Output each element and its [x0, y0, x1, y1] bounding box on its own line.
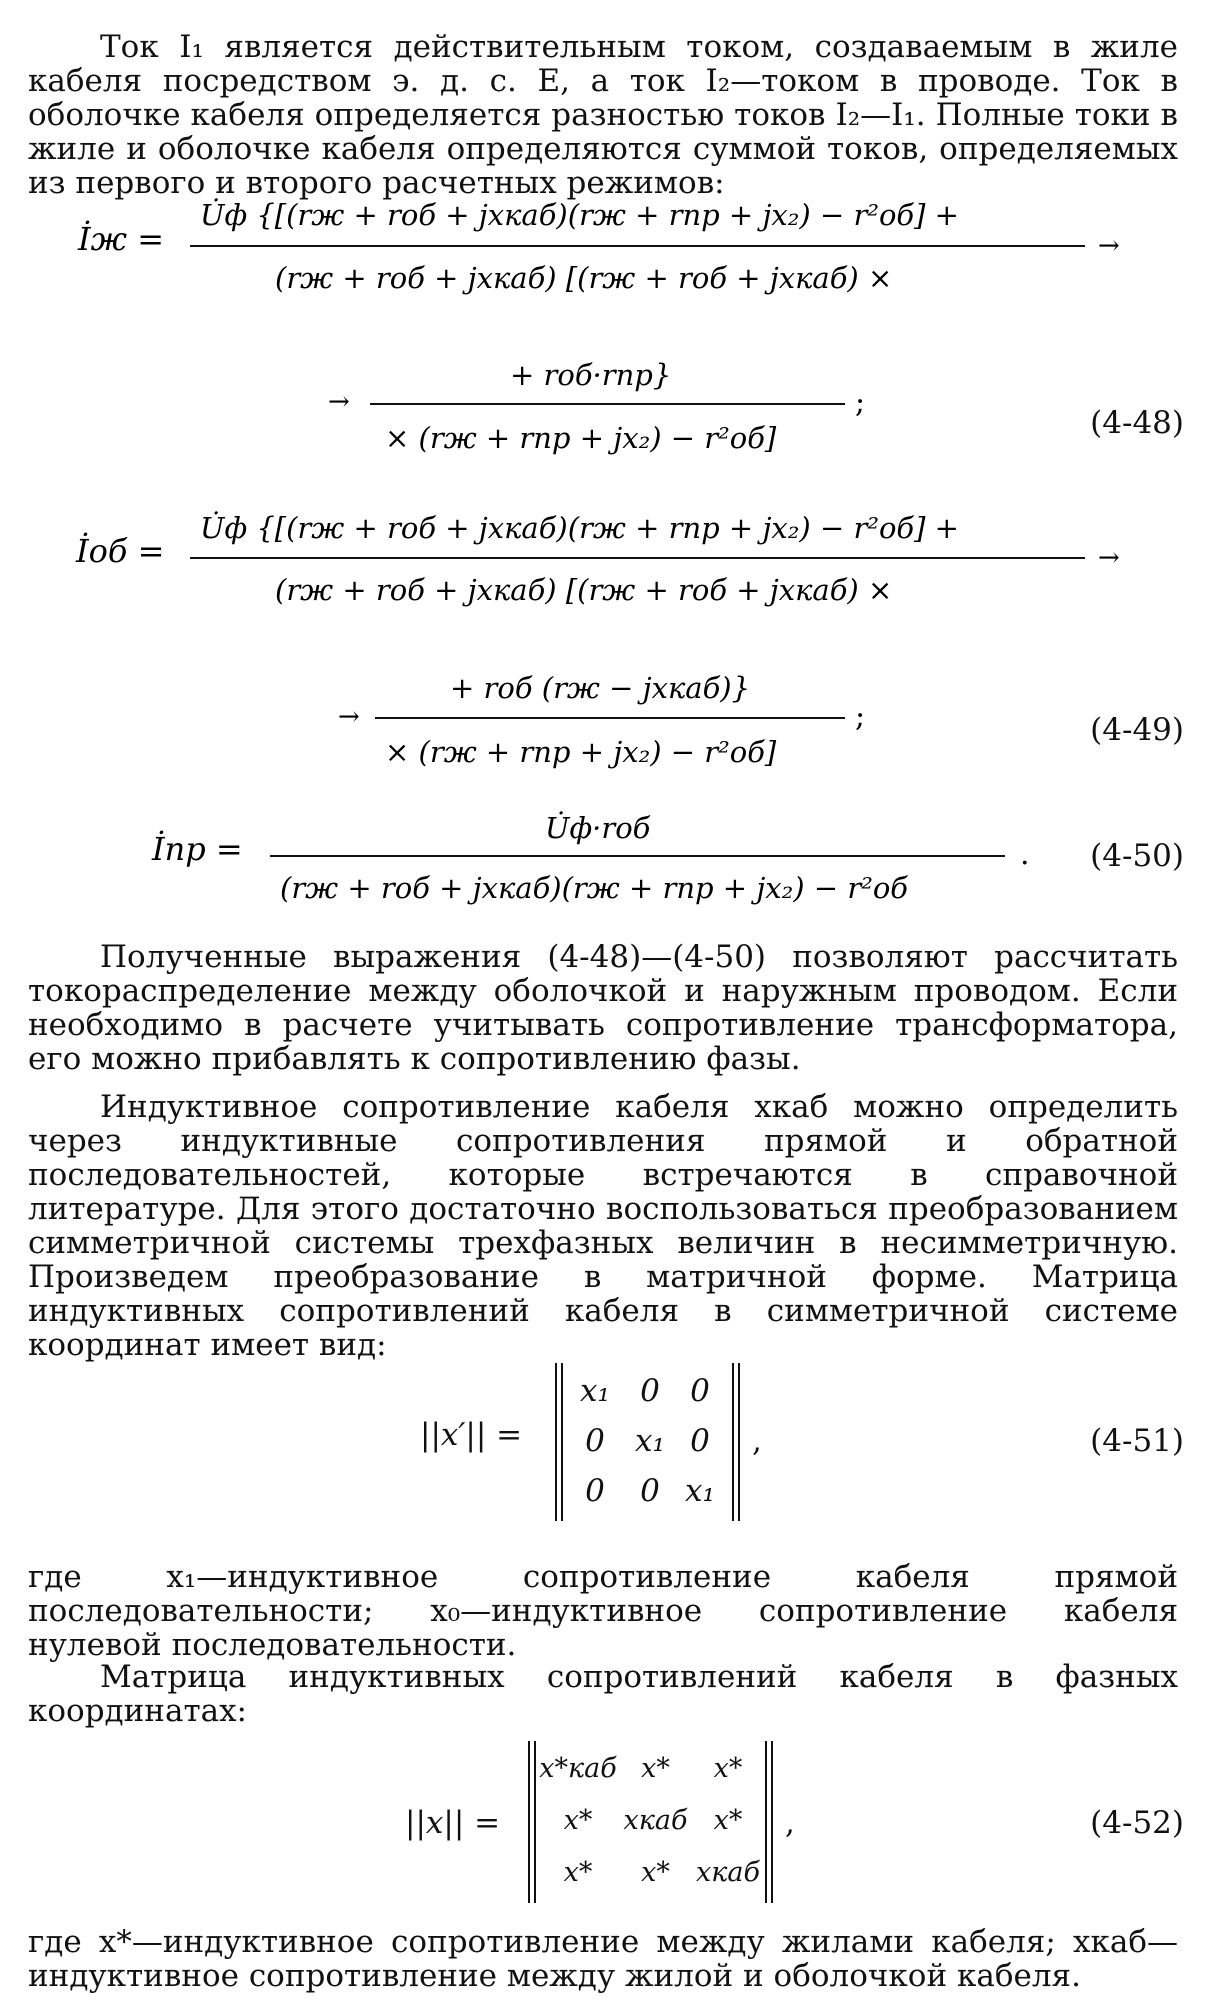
eq51-matrix	[565, 1363, 730, 1521]
eq51-cell: x₁	[635, 1423, 665, 1459]
eq51-cell: 0	[585, 1423, 605, 1459]
eq52-cell: x*	[713, 1753, 743, 1784]
eq52-cell: xкаб	[623, 1805, 688, 1836]
eq51-lhs: ||x′|| =	[420, 1417, 523, 1453]
paragraph-results: Полученные выражения (4-48)—(4-50) позволяют рассчитать токораспределение между оболочкой и наружным проводом. Если необходимо в расчете учитывать сопротивление трансформатора, его можно прибавлять к сопротивлению фазы.	[28, 939, 1178, 1077]
eq51-cell: 0	[640, 1373, 660, 1409]
equation-4-48	[0, 180, 1210, 510]
eq50-denominator: (rж + rоб + jxкаб)(rж + rпр + jx₂) − r²об	[280, 871, 908, 905]
eq51-cell: 0	[690, 1373, 710, 1409]
eq48-semicolon: ;	[855, 385, 866, 420]
eq48-lhs: İж =	[78, 220, 164, 258]
eq51-left-bar	[555, 1363, 563, 1521]
eq52-comma: ,	[785, 1805, 795, 1841]
eq49-numerator-2: + rоб (rж − jxкаб)}	[450, 671, 751, 705]
paragraph-inductive: Индуктивное сопротивление кабеля xкаб можно определить через индуктивные сопротивления прямой и обратной последовательностей, которые встречаются в справочной литературе. Для этого достаточно воспользоваться преобразованием симметричной системы трехфазных величин в несимметричную. Произведем преобразование в матричной форме. Матрица индуктивных сопротивлений кабеля в симметричной системе координат имеет вид:	[28, 1089, 1178, 1363]
equation-4-52	[0, 1735, 1210, 1910]
eq49-arrow-2: →	[338, 702, 360, 732]
eq48-numerator-1: U̇ф {[(rж + rоб + jxкаб)(rж + rпр + jx₂) − r²об] +	[200, 198, 959, 232]
eq48-denominator-2: × (rж + rпр + jx₂) − r²об]	[385, 421, 777, 455]
eq50-period: .	[1020, 837, 1030, 872]
equation-number-4-50: (4-50)	[1090, 838, 1184, 874]
eq49-lhs: İоб =	[76, 532, 165, 570]
eq51-comma: ,	[752, 1423, 762, 1459]
eq50-numerator: U̇ф·rоб	[545, 811, 651, 845]
eq50-lhs: İпр =	[152, 830, 243, 868]
eq52-cell: x*	[641, 1753, 670, 1784]
paragraph-definitions-2: где x*—индуктивное сопротивление между жилами кабеля; xкаб—индуктивное сопротивление между жилой и оболочкой кабеля.	[28, 1924, 1178, 1994]
eq52-cell: x*	[713, 1805, 743, 1836]
equation-4-49	[0, 500, 1210, 800]
equation-number-4-52: (4-52)	[1090, 1805, 1184, 1841]
eq52-cell: x*	[641, 1857, 670, 1888]
equation-4-49-graphic	[0, 500, 1210, 800]
eq52-cell: x*	[563, 1805, 593, 1836]
eq49-numerator-1: U̇ф {[(rж + rоб + jxкаб)(rж + rпр + jx₂) − r²об] +	[200, 511, 959, 545]
eq52-lhs: ||x|| =	[405, 1805, 501, 1841]
eq51-cell: 0	[640, 1473, 660, 1509]
eq48-arrow-1: →	[1098, 231, 1120, 261]
eq51-cell: x₁	[685, 1473, 715, 1509]
equation-number-4-51: (4-51)	[1090, 1423, 1184, 1459]
equation-4-51	[0, 1355, 1210, 1530]
equation-4-50	[0, 800, 1210, 920]
eq52-cell: x*каб	[539, 1753, 617, 1784]
eq52-left-bar	[528, 1741, 536, 1903]
eq48-denominator-1: (rж + rоб + jxкаб) [(rж + rоб + jxкаб) ×	[275, 261, 893, 295]
eq49-denominator-1: (rж + rоб + jxкаб) [(rж + rоб + jxкаб) ×	[275, 573, 893, 607]
eq52-right-bar	[765, 1741, 773, 1903]
eq49-arrow-1: →	[1098, 543, 1120, 573]
eq51-cell: 0	[690, 1423, 710, 1459]
equation-4-50-graphic	[0, 800, 1210, 920]
equation-number-4-49: (4-49)	[1090, 712, 1184, 748]
eq51-right-bar	[732, 1363, 740, 1521]
equation-4-48-graphic	[0, 180, 1210, 510]
equation-number-4-48: (4-48)	[1090, 405, 1184, 441]
paragraph-phase-matrix: Матрица индуктивных сопротивлений кабеля в фазных координатах:	[28, 1659, 1178, 1729]
eq49-semicolon: ;	[855, 699, 866, 734]
eq52-matrix	[538, 1741, 763, 1903]
paragraph-intro: Ток I₁ является действительным током, создаваемым в жиле кабеля посредством э. д. с. E, а ток I₂—током в проводе. Ток в оболочке кабеля определяется разностью токов I₂—I₁. Полные токи в жиле и оболочке кабеля определяются суммой токов, определяемых из первого и второго расчетных режимов:	[28, 29, 1178, 201]
eq51-cell: x₁	[580, 1373, 610, 1409]
eq49-denominator-2: × (rж + rпр + jx₂) − r²об]	[385, 735, 777, 769]
eq48-arrow-2: →	[328, 387, 350, 417]
eq51-cell: 0	[585, 1473, 605, 1509]
paragraph-definitions-1: где x₁—индуктивное сопротивление кабеля прямой последовательности; x₀—индуктивное сопротивление кабеля нулевой последовательности.	[28, 1559, 1178, 1663]
eq52-cell: x*	[563, 1857, 593, 1888]
eq52-cell: xкаб	[696, 1857, 760, 1888]
eq48-numerator-2: + rоб·rпр}	[510, 358, 672, 392]
